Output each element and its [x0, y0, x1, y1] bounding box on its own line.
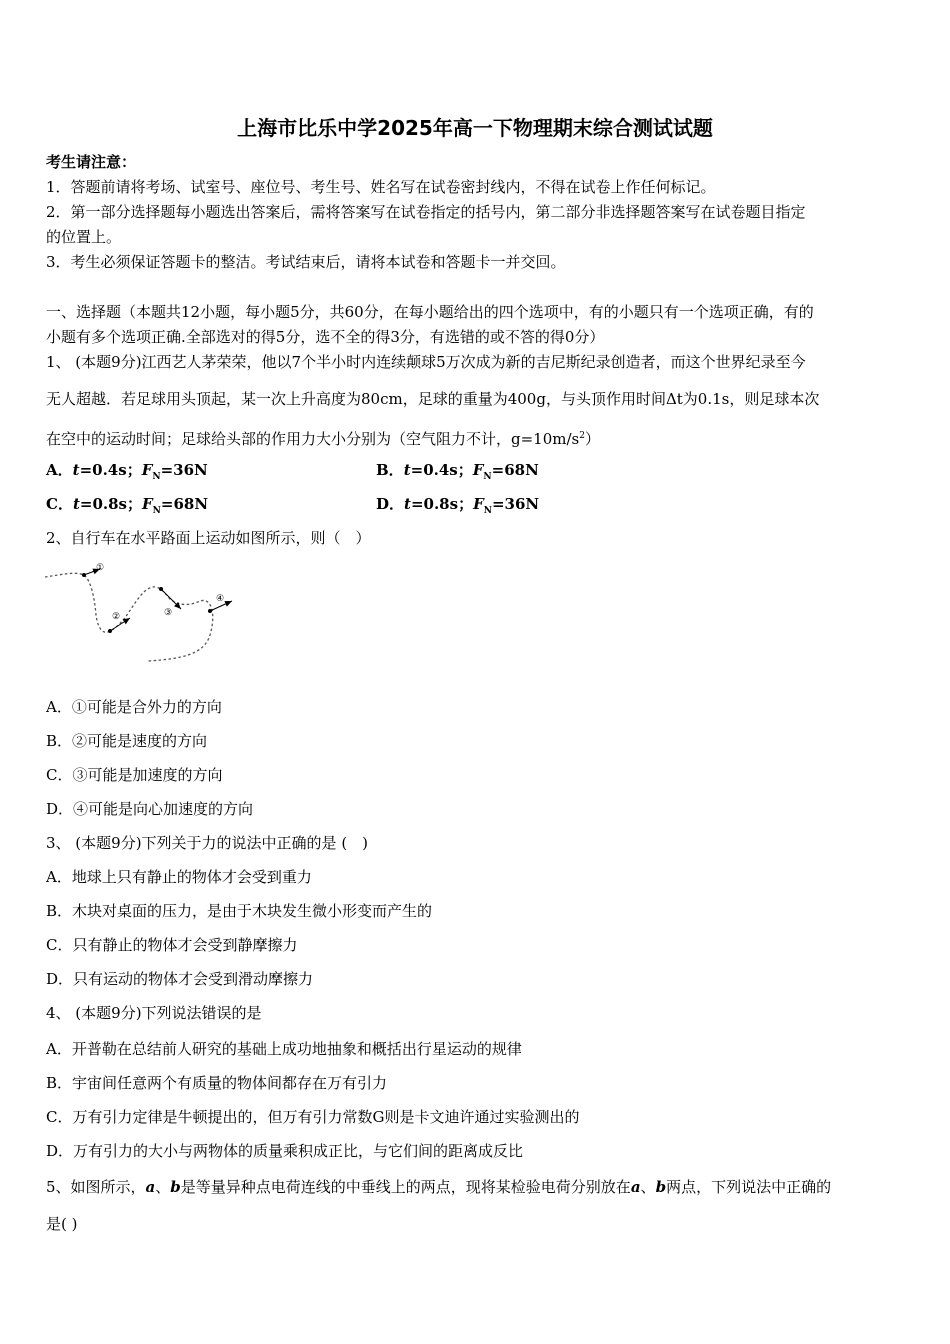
q2-option-d[interactable]: D．④可能是向心加速度的方向 [46, 800, 254, 818]
section1-line2: 小题有多个选项正确.全部选对的得5分，选不全的得3分，有选错的或不答的得0分） [46, 328, 605, 346]
q1-line2: 无人超越．若足球用头顶起，某一次上升高度为80cm，足球的重量为400g，与头顶作用时间Δt为0.1s，则足球本次 [46, 390, 820, 408]
q1-line3-end: ） [584, 430, 600, 448]
notice-item-2: 2．第一部分选择题每小题选出答案后，需将答案写在试卷指定的括号内，第二部分非选择题答案写在试卷题目指定 [46, 203, 806, 221]
q3-option-b[interactable]: B．木块对桌面的压力，是由于木块发生微小形变而产生的 [46, 902, 433, 920]
q5-line2: 是( ) [46, 1215, 78, 1233]
q4-option-a[interactable]: A．开普勒在总结前人研究的基础上成功地抽象和概括出行星运动的规律 [46, 1040, 522, 1058]
q1-option-b[interactable]: B．t=0.4s；$F_N=68N$ [376, 461, 539, 482]
q1-line3-sup: 2 [579, 431, 585, 441]
q3-option-c[interactable]: C．只有静止的物体才会受到静摩擦力 [46, 936, 298, 954]
q1-option-d[interactable]: D．t=0.8s；$F_N=36N$ [376, 495, 540, 516]
q3-option-a[interactable]: A．地球上只有静止的物体才会受到重力 [46, 868, 312, 886]
notice-item-2-cont: 的位置上。 [46, 228, 122, 246]
trajectory-path [45, 573, 213, 661]
bicycle-path-diagram [40, 555, 250, 670]
notice-heading: 考生请注意： [46, 153, 137, 171]
marker-3-label: ③ [164, 608, 173, 618]
q4-option-b[interactable]: B．宇宙间任意两个有质量的物体间都存在万有引力 [46, 1074, 388, 1092]
notice-item-3: 3．考生必须保证答题卡的整洁。考试结束后，请将本试卷和答题卡一并交回。 [46, 253, 566, 271]
q3-option-d[interactable]: D．只有运动的物体才会受到滑动摩擦力 [46, 970, 314, 988]
q2-option-a[interactable]: A．①可能是合外力的方向 [46, 698, 222, 716]
page-title: 上海市比乐中学2025年高一下物理期末综合测试试题 [237, 116, 713, 140]
q1-line3-text: 在空中的运动时间；足球给头部的作用力大小分别为（空气阻力不计，g=10m/s [46, 430, 580, 448]
marker-1-label: ① [96, 563, 105, 573]
q4-option-d[interactable]: D．万有引力的大小与两物体的质量乘积成正比，与它们间的距离成反比 [46, 1142, 524, 1160]
section1-line1: 一、选择题（本题共12小题，每小题5分，共60分，在每小题给出的四个选项中，有的小题只有一个选项正确，有的 [46, 303, 814, 321]
q4-option-c[interactable]: C．万有引力定律是牛顿提出的，但万有引力常数G则是卡文迪许通过实验测出的 [46, 1108, 580, 1126]
q1-option-a[interactable]: A．t=0.4s；$F_N=36N$ [46, 461, 208, 482]
q3-stem: 3、 (本题9分)下列关于力的说法中正确的是 ( ) [46, 834, 369, 852]
marker-4-label: ④ [216, 594, 225, 604]
q2-option-b[interactable]: B．②可能是速度的方向 [46, 732, 208, 750]
q1-option-c[interactable]: C．t=0.8s；$F_N=68N$ [46, 495, 209, 516]
q2-option-c[interactable]: C．③可能是加速度的方向 [46, 766, 223, 784]
notice-item-1: 1．答题前请将考场、试室号、座位号、考生号、姓名写在试卷密封线内，不得在试卷上作任何标记。 [46, 178, 716, 196]
q4-stem: 4、 (本题9分)下列说法错误的是 [46, 1004, 262, 1022]
q2-stem: 2、自行车在水平路面上运动如图所示，则（ ） [46, 529, 371, 547]
q1-line3 [46, 426, 600, 449]
marker-2-label: ② [112, 612, 121, 622]
vector-3-arrow [161, 589, 181, 609]
q1-line1: 1、 (本题9分)江西艺人茅荣荣，他以7个半小时内连续颠球5万次成为新的吉尼斯纪录创造者，而这个世界纪录至今 [46, 353, 806, 371]
q5-line1: 5、如图所示，a、b是等量异种点电荷连线的中垂线上的两点，现将某检验电荷分别放在a、b两点，下列说法中正确的 [46, 1178, 832, 1196]
